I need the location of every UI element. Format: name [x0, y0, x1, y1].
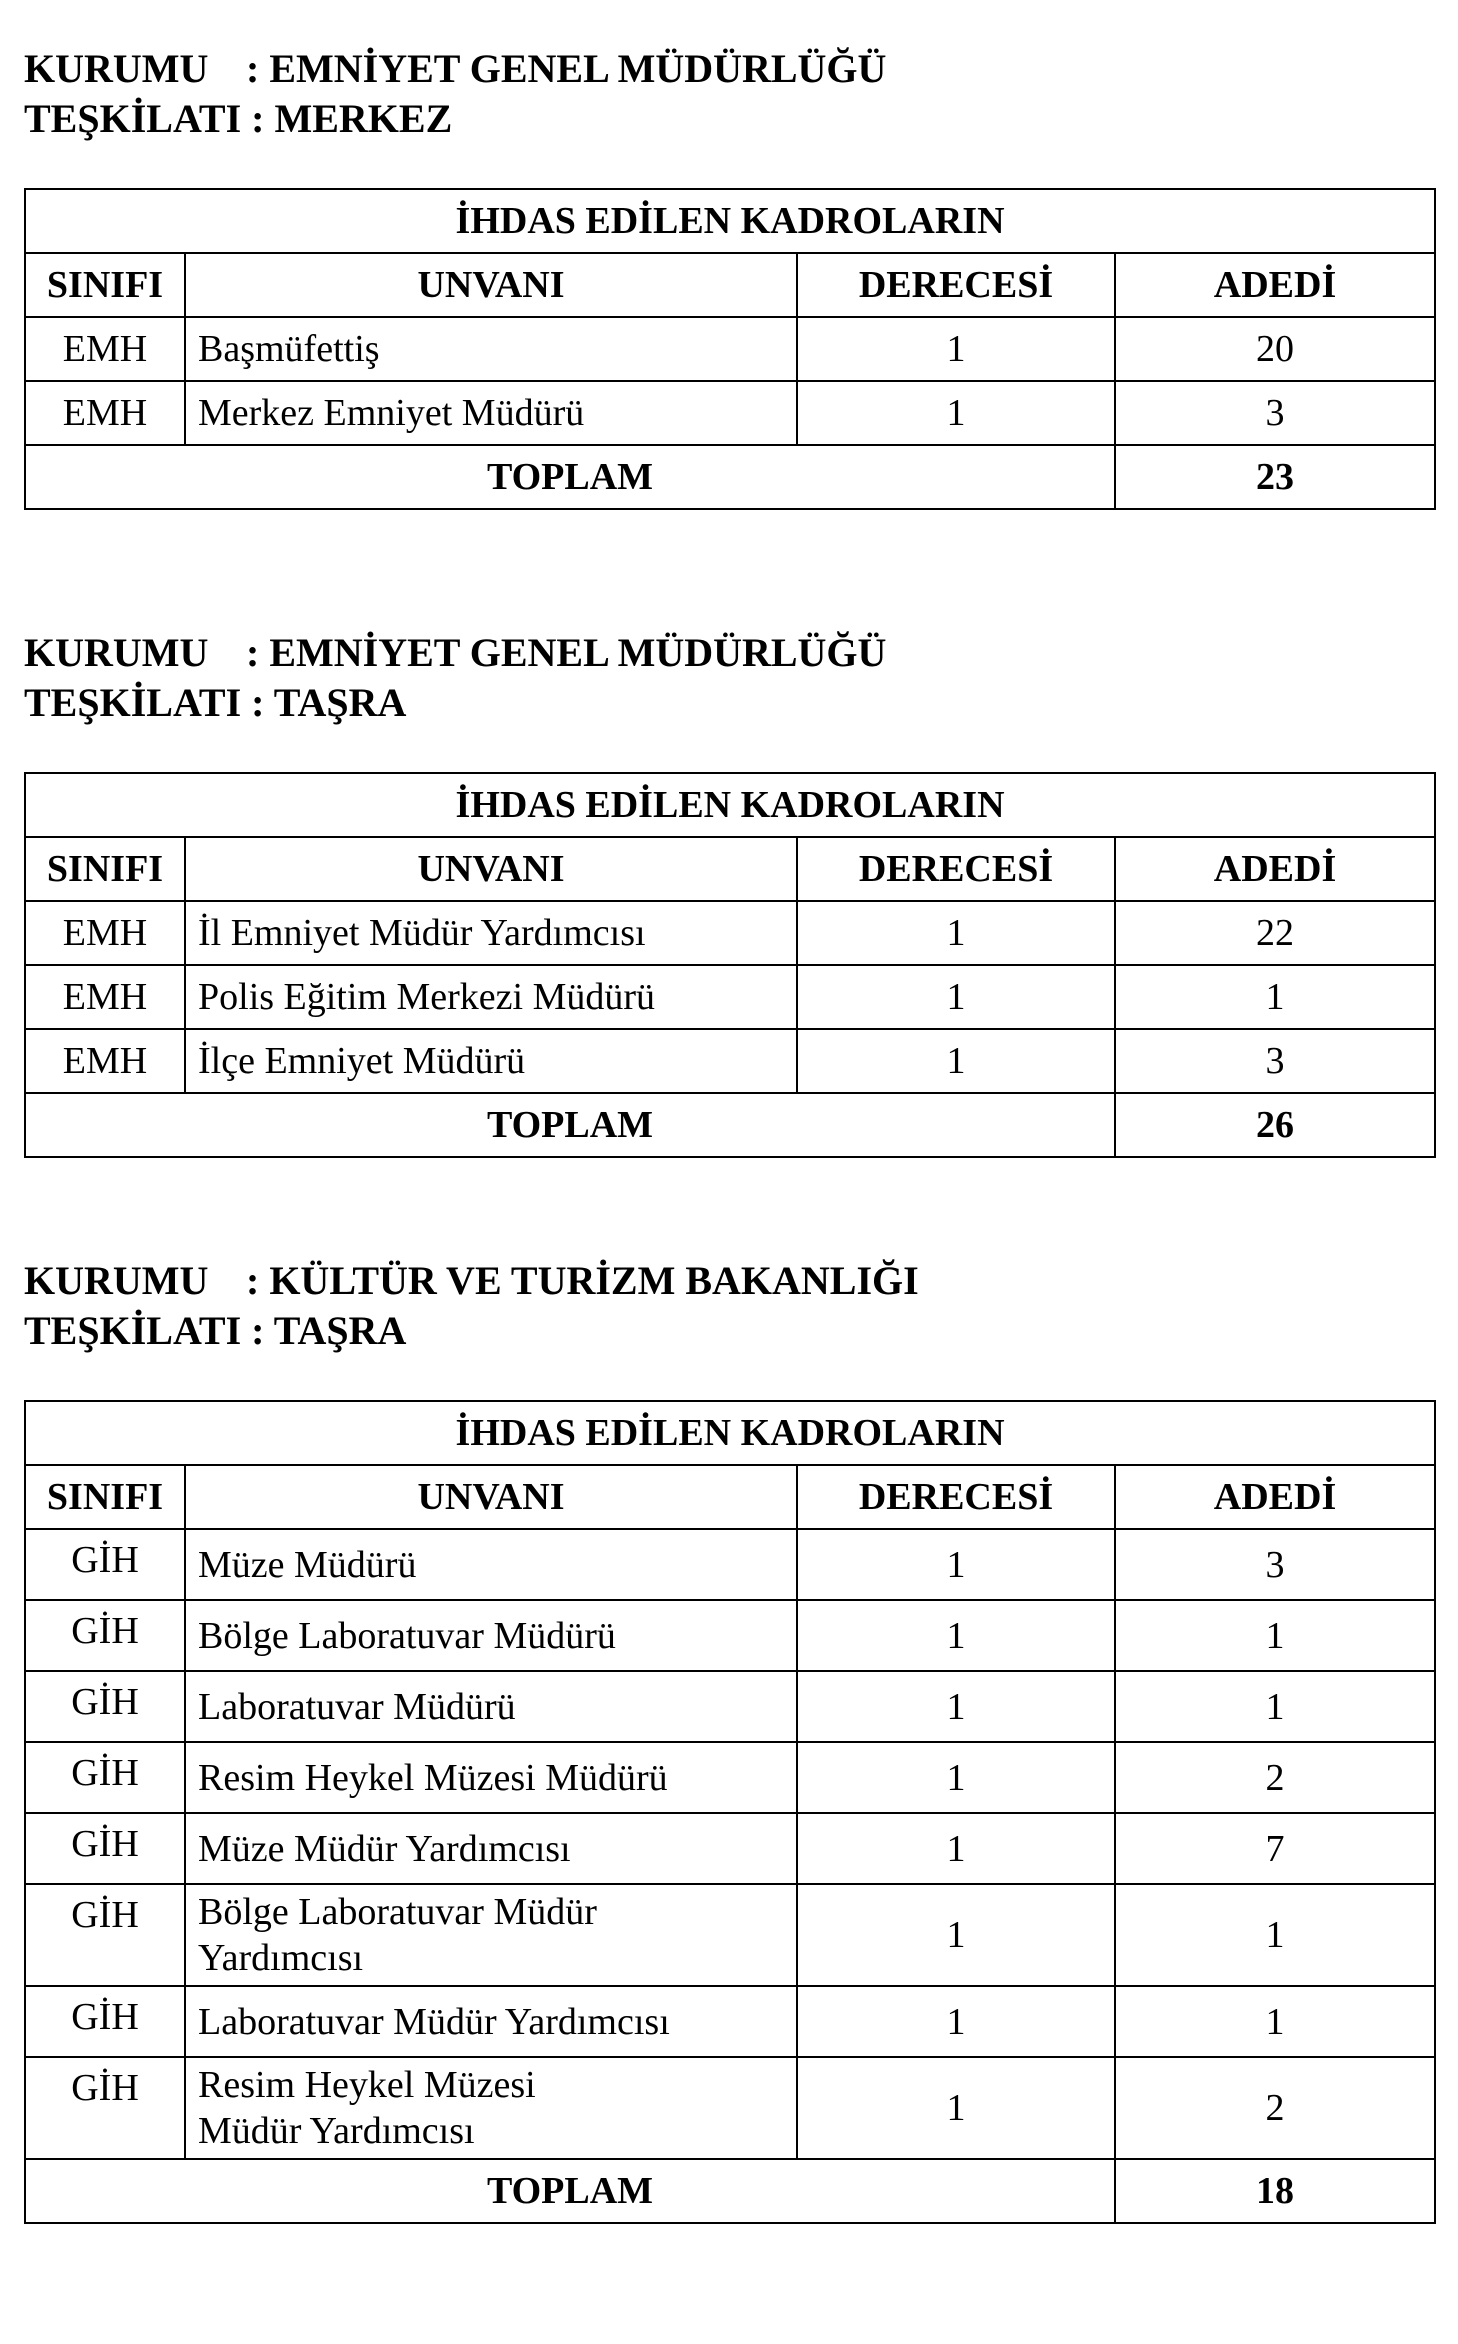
teskilati-value: : TAŞRA: [251, 1308, 407, 1353]
cell-unvani: Resim Heykel Müzesi Müdür Yardımcısı: [185, 2057, 797, 2159]
total-row: [25, 445, 1435, 509]
table-row: [25, 1671, 1435, 1742]
cell-derecesi: 1: [797, 1742, 1115, 1813]
header-derecesi: DERECESİ: [797, 837, 1115, 901]
header-adedi: ADEDİ: [1115, 837, 1435, 901]
table-row: [25, 1600, 1435, 1671]
total-row: [25, 2159, 1435, 2223]
table-row: [25, 1742, 1435, 1813]
table-row: [25, 1986, 1435, 2057]
section-emniyet-merkez: [24, 44, 1434, 510]
cell-unvani: Resim Heykel Müzesi Müdürü: [185, 1742, 797, 1813]
table-title: İHDAS EDİLEN KADROLARIN: [25, 189, 1435, 253]
kurumu-value: : EMNİYET GENEL MÜDÜRLÜĞÜ: [246, 630, 887, 675]
kurumu-label: KURUMU: [24, 1258, 209, 1303]
table-row: [25, 1884, 1435, 1986]
cell-derecesi: 1: [797, 381, 1115, 445]
teskilati-label: TEŞKİLATI: [24, 96, 242, 141]
table-row: [25, 317, 1435, 381]
cell-unvani: Laboratuvar Müdürü: [185, 1671, 797, 1742]
header-adedi: ADEDİ: [1115, 1465, 1435, 1529]
total-value: 26: [1115, 1093, 1435, 1157]
cell-adedi: 1: [1115, 1671, 1435, 1742]
section-emniyet-tasra: [24, 628, 1434, 1158]
cell-adedi: 1: [1115, 1884, 1435, 1986]
total-label: TOPLAM: [25, 1093, 1115, 1157]
cell-unvani: Bölge Laboratuvar Müdür Yardımcısı: [185, 1884, 797, 1986]
teskilati-line: [24, 94, 1434, 144]
cell-unvani: Laboratuvar Müdür Yardımcısı: [185, 1986, 797, 2057]
cell-derecesi: 1: [797, 1529, 1115, 1600]
kadro-table: [24, 772, 1436, 1158]
cell-adedi: 1: [1115, 1600, 1435, 1671]
total-label: TOPLAM: [25, 445, 1115, 509]
cell-derecesi: 1: [797, 1671, 1115, 1742]
cell-adedi: 1: [1115, 965, 1435, 1029]
total-value: 23: [1115, 445, 1435, 509]
teskilati-label: TEŞKİLATI: [24, 1308, 242, 1353]
kadro-table: [24, 188, 1436, 510]
section-kultur-turizm-tasra: [24, 1256, 1434, 2224]
cell-unvani: Polis Eğitim Merkezi Müdürü: [185, 965, 797, 1029]
cell-unvani: İlçe Emniyet Müdürü: [185, 1029, 797, 1093]
table-row: [25, 381, 1435, 445]
header-row: [25, 253, 1435, 317]
header-unvani: UNVANI: [185, 837, 797, 901]
header-row: [25, 837, 1435, 901]
total-value: 18: [1115, 2159, 1435, 2223]
cell-sinifi: EMH: [25, 381, 185, 445]
cell-unvani: Müze Müdür Yardımcısı: [185, 1813, 797, 1884]
cell-sinifi: GİH: [25, 1529, 185, 1600]
cell-derecesi: 1: [797, 2057, 1115, 2159]
table-title-row: [25, 189, 1435, 253]
cell-derecesi: 1: [797, 317, 1115, 381]
cell-derecesi: 1: [797, 1884, 1115, 1986]
table-title: İHDAS EDİLEN KADROLARIN: [25, 773, 1435, 837]
cell-derecesi: 1: [797, 1986, 1115, 2057]
cell-sinifi: EMH: [25, 1029, 185, 1093]
cell-unvani: Başmüfettiş: [185, 317, 797, 381]
kurumu-value: : EMNİYET GENEL MÜDÜRLÜĞÜ: [246, 46, 887, 91]
kurumu-line: [24, 628, 1434, 678]
header-sinifi: SINIFI: [25, 253, 185, 317]
header-adedi: ADEDİ: [1115, 253, 1435, 317]
header-row: [25, 1465, 1435, 1529]
cell-derecesi: 1: [797, 901, 1115, 965]
cell-adedi: 7: [1115, 1813, 1435, 1884]
cell-unvani: Bölge Laboratuvar Müdürü: [185, 1600, 797, 1671]
total-row: [25, 1093, 1435, 1157]
table-row: [25, 965, 1435, 1029]
table-title-row: [25, 773, 1435, 837]
cell-sinifi: GİH: [25, 1600, 185, 1671]
header-derecesi: DERECESİ: [797, 253, 1115, 317]
cell-sinifi: GİH: [25, 2057, 185, 2159]
kurumu-label: KURUMU: [24, 630, 209, 675]
header-derecesi: DERECESİ: [797, 1465, 1115, 1529]
table-row: [25, 1029, 1435, 1093]
cell-adedi: 3: [1115, 381, 1435, 445]
teskilati-line: [24, 678, 1434, 728]
header-unvani: UNVANI: [185, 1465, 797, 1529]
cell-sinifi: EMH: [25, 965, 185, 1029]
cell-sinifi: EMH: [25, 901, 185, 965]
cell-derecesi: 1: [797, 965, 1115, 1029]
teskilati-value: : TAŞRA: [251, 680, 407, 725]
cell-derecesi: 1: [797, 1813, 1115, 1884]
header-unvani: UNVANI: [185, 253, 797, 317]
teskilati-value: : MERKEZ: [251, 96, 453, 141]
table-row: [25, 901, 1435, 965]
teskilati-line: [24, 1306, 1434, 1356]
cell-unvani: Merkez Emniyet Müdürü: [185, 381, 797, 445]
cell-adedi: 3: [1115, 1029, 1435, 1093]
cell-sinifi: GİH: [25, 1986, 185, 2057]
table-row: [25, 1813, 1435, 1884]
cell-derecesi: 1: [797, 1029, 1115, 1093]
cell-unvani: İl Emniyet Müdür Yardımcısı: [185, 901, 797, 965]
header-sinifi: SINIFI: [25, 1465, 185, 1529]
kurumu-line: [24, 44, 1434, 94]
cell-sinifi: GİH: [25, 1742, 185, 1813]
cell-adedi: 2: [1115, 2057, 1435, 2159]
cell-sinifi: GİH: [25, 1813, 185, 1884]
cell-adedi: 22: [1115, 901, 1435, 965]
cell-unvani: Müze Müdürü: [185, 1529, 797, 1600]
kurumu-line: [24, 1256, 1434, 1306]
total-label: TOPLAM: [25, 2159, 1115, 2223]
cell-adedi: 20: [1115, 317, 1435, 381]
kurumu-value: : KÜLTÜR VE TURİZM BAKANLIĞI: [246, 1258, 919, 1303]
kadro-table: [24, 1400, 1436, 2224]
cell-adedi: 1: [1115, 1986, 1435, 2057]
cell-sinifi: GİH: [25, 1671, 185, 1742]
cell-adedi: 2: [1115, 1742, 1435, 1813]
cell-sinifi: EMH: [25, 317, 185, 381]
table-title: İHDAS EDİLEN KADROLARIN: [25, 1401, 1435, 1465]
cell-sinifi: GİH: [25, 1884, 185, 1986]
cell-adedi: 3: [1115, 1529, 1435, 1600]
teskilati-label: TEŞKİLATI: [24, 680, 242, 725]
table-row: [25, 2057, 1435, 2159]
table-row: [25, 1529, 1435, 1600]
table-title-row: [25, 1401, 1435, 1465]
cell-derecesi: 1: [797, 1600, 1115, 1671]
kurumu-label: KURUMU: [24, 46, 209, 91]
header-sinifi: SINIFI: [25, 837, 185, 901]
